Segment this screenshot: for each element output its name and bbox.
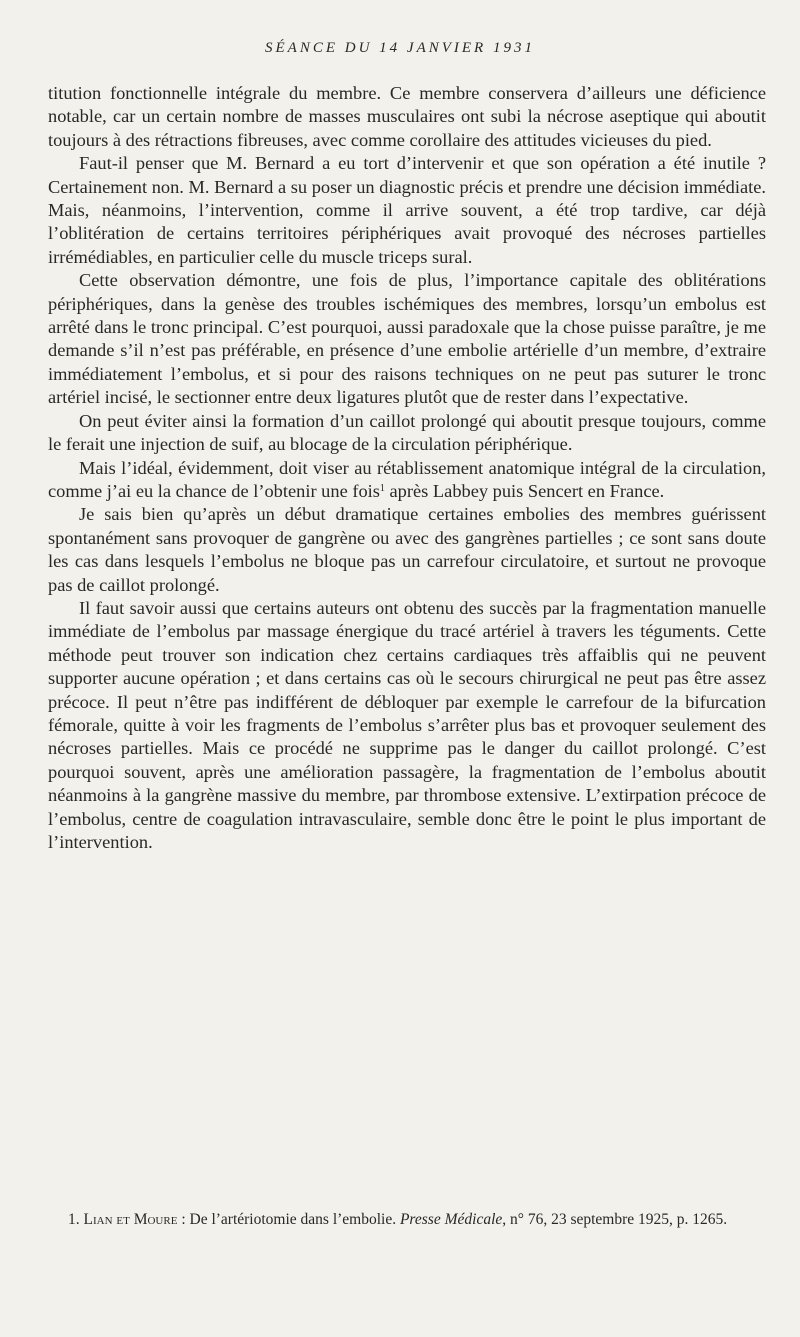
paragraph-text: après Labbey puis Sencert en France. <box>384 480 665 501</box>
footnote-authors: Lian et Moure <box>83 1211 178 1228</box>
footnote-text: : De l’artériotomie dans l’embolie. <box>177 1211 400 1228</box>
running-head: SÉANCE DU 14 JANVIER 1931 <box>265 40 535 56</box>
footnote-journal: Presse Médicale <box>399 1211 503 1228</box>
paragraph: Je sais bien qu’après un début dramatique certaines embolies des membres guérissent spontanément sans provoquer de gangrène ou avec des gangrènes partielles ; ce sont sans doute les cas dans lesquels l’embolus ne bloque pas un carrefour circulatoire, et surtout ne provoque pas de caillot prolongé. <box>48 504 766 595</box>
footnote-details: , n° 76, 23 septembre 1925, p. 1265. <box>502 1211 728 1228</box>
body-text <box>48 82 766 854</box>
footnote <box>48 1210 766 1229</box>
paragraph: titution fonctionnelle intégrale du membre. Ce membre conservera d’ailleurs une déficience notable, car un certain nombre de masses musculaires ont subi la nécrose aseptique qui aboutit toujours à des rétractions fibreuses, avec comme corollaire des attitudes vicieuses du pied. <box>48 83 766 150</box>
footnote-reference: 1 <box>379 482 385 494</box>
paragraph-text: Mais l’idéal, évidemment, doit viser au rétablissement anatomique intégral de la circulation, comme j’ai eu la chance de l’obtenir une fois <box>48 457 766 501</box>
paragraph: Il faut savoir aussi que certains auteurs ont obtenu des succès par la fragmentation manuelle immédiate de l’embolus par massage énergique du tracé artériel à travers les téguments. Cette méthode peut trouver son indication chez certains cardiaques très affaiblis qui ne peuvent supporter aucune opération ; et dans certains cas où le secours chirurgical ne peut pas être assez précoce. Il peut n’être pas indifférent de débloquer par exemple le carrefour de la bifurcation fémorale, quitte à voir les fragments de l’embolus s’arrêter plus bas et provoquer seulement des nécroses partielles. Mais ce procédé ne supprime pas le danger du caillot prolongé. C’est pourquoi souvent, après une amélioration passagère, la fragmentation de l’embolus aboutit néanmoins à la gangrène massive du membre, par thrombose extensive. L’extirpation précoce de l’embolus, centre de coagulation intravasculaire, semble donc être le point le plus important de l’intervention. <box>48 597 766 852</box>
paragraph <box>48 457 766 504</box>
paragraph: On peut éviter ainsi la formation d’un caillot prolongé qui aboutit presque toujours, comme le ferait une injection de suif, au blocage de la circulation périphérique. <box>48 410 766 455</box>
paragraph: Faut-il penser que M. Bernard a eu tort d’intervenir et que son opération a été inutile ? Certainement non. M. Bernard a su poser un diagnostic précis et prendre une décision immédiate. Mais, néanmoins, l’intervention, comme il arrive souvent, a été trop tardive, car déjà l’oblitération de certains territoires périphériques avait provoqué des nécroses partielles irrémédiables, en particulier celle du muscle triceps sural. <box>48 153 766 267</box>
paragraph: Cette observation démontre, une fois de plus, l’importance capitale des oblitérations périphériques, dans la genèse des troubles ischémiques des membres, lorsqu’un embolus est arrêté dans le tronc principal. C’est pourquoi, aussi paradoxale que la chose puisse paraître, je me demande s’il n’est pas préférable, en présence d’une embolie artérielle d’un membre, d’extraire immédiatement l’embolus, et si pour des raisons techniques on ne peut pas suturer le tronc artériel incisé, le sectionner entre deux ligatures plutôt que de rester dans l’expectative. <box>48 270 766 408</box>
footnote-number: 1. <box>68 1211 80 1228</box>
